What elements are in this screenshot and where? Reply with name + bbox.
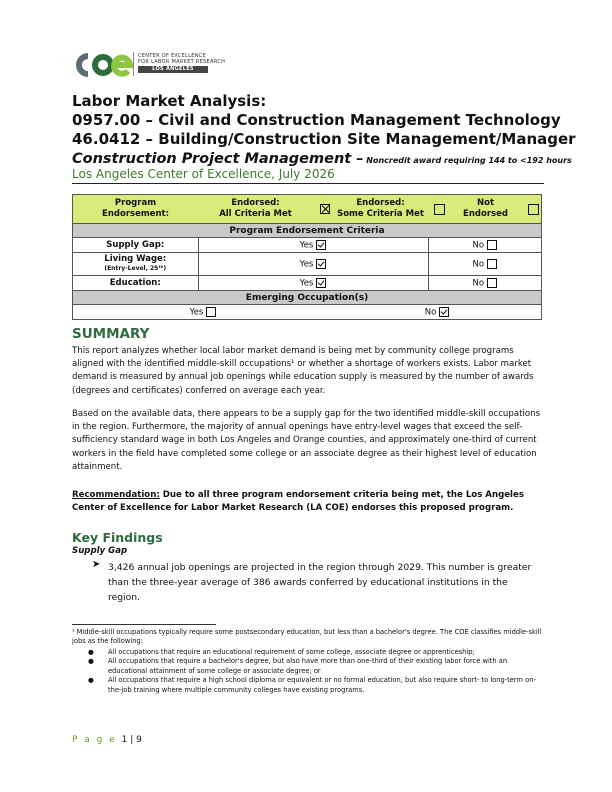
arrow-bullet-icon: ➤ xyxy=(92,559,101,570)
opt1-checkbox-cell xyxy=(313,195,333,224)
opt3-l2: Endorsed xyxy=(463,209,508,219)
pe-label-2: Endorsement: xyxy=(102,209,169,219)
logo-line-3: LOS ANGELES xyxy=(138,66,208,72)
program-name: Construction Project Management – xyxy=(72,151,364,167)
program-note: Noncredit award requiring 144 to <192 hours xyxy=(363,156,572,165)
summary-paragraph-2: Based on the available data, there appears to be a supply gap for the two identified middle-skill occupations in the region. Furthermore, the majority of annual openings have entry-level wages that exceed the self-sufficiency standard wage in both Los Angeles and Orange counties, and approximately one-third of current workers in the field have completed some college or an associate degree as their highest level of education attainment. xyxy=(72,409,541,472)
recommendation xyxy=(72,489,542,515)
checkbox-checked-x[interactable] xyxy=(320,204,330,214)
opt2-l1: Endorsed: xyxy=(356,198,405,208)
logo-text xyxy=(138,53,225,73)
opt2-l2: Some Criteria Met xyxy=(337,209,424,219)
checkbox-empty[interactable] xyxy=(434,204,445,215)
footnote-item xyxy=(88,648,542,657)
checkbox-checked[interactable] xyxy=(316,240,326,250)
pe-label-1: Program xyxy=(114,198,157,208)
criteria-row-education xyxy=(73,276,542,291)
title-line-3: 46.0412 – Building/Construction Site Management/Manager xyxy=(72,130,576,148)
footnote-item-text: All occupations that require an educational requirement of some college, associate degree or apprenticeship; xyxy=(108,648,475,656)
yes-label: Yes xyxy=(299,259,314,270)
yes-label: Yes xyxy=(189,307,204,318)
criteria-heading-row xyxy=(73,224,542,238)
criteria-heading: Program Endorsement Criteria xyxy=(73,224,542,238)
title-line-2: 0957.00 – Civil and Construction Management Technology xyxy=(72,111,561,129)
living-wage-label: Living Wage: xyxy=(104,254,167,264)
key-findings-heading: Key Findings xyxy=(72,530,163,545)
key-finding-1: 3,426 annual job openings are projected in the region through 2029. This number is greater than the three-year average of 386 awards conferred by educational institutions in the region. xyxy=(108,562,532,603)
footnote-item-text: All occupations that require a high school diploma or equivalent or no formal education, but also require short- to long-term on-the-job training where multiple community colleges have existing programs. xyxy=(108,676,536,694)
checkbox-checked[interactable] xyxy=(316,259,326,269)
title-line-4 xyxy=(72,149,572,167)
emerging-heading: Emerging Occupation(s) xyxy=(73,291,542,305)
footnote-list xyxy=(88,648,542,695)
bullet-dot-icon: ● xyxy=(88,657,94,666)
checkbox-empty[interactable] xyxy=(528,204,539,215)
bullet-dot-icon: ● xyxy=(88,648,94,656)
checkbox-empty[interactable] xyxy=(206,307,216,317)
checkbox-checked[interactable] xyxy=(439,307,449,317)
emerging-no-cell xyxy=(333,305,542,320)
summary-heading: SUMMARY xyxy=(72,326,150,342)
criteria-no-cell xyxy=(428,238,542,253)
endorsement-row xyxy=(73,195,542,224)
emerging-yes-cell xyxy=(73,305,334,320)
opt3-checkbox-cell xyxy=(523,195,542,224)
recommendation-text: Due to all three program endorsement criteria being met, the Los Angeles Center of Excellence for Labor Market Research (LA COE) endorses this proposed program. xyxy=(72,490,524,514)
recommendation-label: Recommendation: xyxy=(72,490,160,500)
footnote-item xyxy=(88,676,542,695)
summary-paragraph-1: This report analyzes whether local labor market demand is being met by community college programs aligned with the identified middle-skill occupations¹ or whether a shortage of workers exists. Labor market demand is measured by annual job openings while education supply is measured by the number of awards (degrees and certificates) conferred on average each year. xyxy=(72,346,534,396)
footnote-item xyxy=(88,657,542,676)
checkbox-empty[interactable] xyxy=(487,278,497,288)
report-subtitle: Los Angeles Center of Excellence, July 2026 xyxy=(72,167,335,181)
opt1-l1: Endorsed: xyxy=(231,198,280,208)
page-title: Labor Market Analysis: xyxy=(72,92,267,110)
checkbox-empty[interactable] xyxy=(487,240,497,250)
opt2-checkbox-cell xyxy=(428,195,448,224)
supply-gap-subhead: Supply Gap xyxy=(72,546,128,556)
no-label: No xyxy=(472,278,485,289)
criteria-yes-cell xyxy=(198,253,428,276)
program-endorsement-label xyxy=(73,195,199,224)
logo-divider xyxy=(133,52,134,76)
logo-line-2: FOR LABOR MARKET RESEARCH xyxy=(138,59,226,66)
supply-gap-label: Supply Gap: xyxy=(106,240,165,250)
criteria-no-cell xyxy=(428,276,542,291)
yes-label: Yes xyxy=(299,278,314,289)
opt3-l1: Not xyxy=(476,198,495,208)
emerging-heading-row xyxy=(73,291,542,305)
emerging-row xyxy=(73,305,542,320)
yes-label: Yes xyxy=(299,240,314,251)
logo-line-1: CENTER OF EXCELLENCE xyxy=(138,53,207,59)
no-label: No xyxy=(472,259,485,270)
checkbox-empty[interactable] xyxy=(487,259,497,269)
footnote-item-text: All occupations that require a bachelor's degree, but also have more than one-third of their existing labor force with an educational attainment of some college or associate degree; or xyxy=(108,657,508,675)
living-wage-sub: (Entry-Level, 25ᵗʰ) xyxy=(104,265,167,272)
opt-not-endorsed xyxy=(448,195,523,224)
endorsement-table xyxy=(72,194,542,320)
opt1-l2: All Criteria Met xyxy=(219,209,292,219)
criteria-yes-cell xyxy=(198,238,428,253)
bullet-dot-icon: ● xyxy=(88,676,94,685)
criteria-row-supply-gap xyxy=(73,238,542,253)
criteria-label xyxy=(73,276,199,291)
education-label: Education: xyxy=(109,278,161,288)
page-label: P a g e xyxy=(72,735,117,745)
footnote-intro: ¹ Middle-skill occupations typically require some postsecondary education, but less than a bachelor's degree. The COE classifies middle-skill jobs as the following: xyxy=(72,628,542,646)
page-number-value: 1 | 9 xyxy=(121,735,142,745)
criteria-row-living-wage xyxy=(73,253,542,276)
no-label: No xyxy=(472,240,485,251)
criteria-label xyxy=(73,238,199,253)
header-rule xyxy=(72,183,544,184)
no-label: No xyxy=(424,307,437,318)
page-number xyxy=(72,735,142,745)
opt-all-criteria xyxy=(198,195,313,224)
checkbox-checked[interactable] xyxy=(316,278,326,288)
opt-some-criteria xyxy=(333,195,428,224)
criteria-yes-cell xyxy=(198,276,428,291)
criteria-label xyxy=(73,253,199,276)
criteria-no-cell xyxy=(428,253,542,276)
footnote-rule xyxy=(72,624,216,625)
